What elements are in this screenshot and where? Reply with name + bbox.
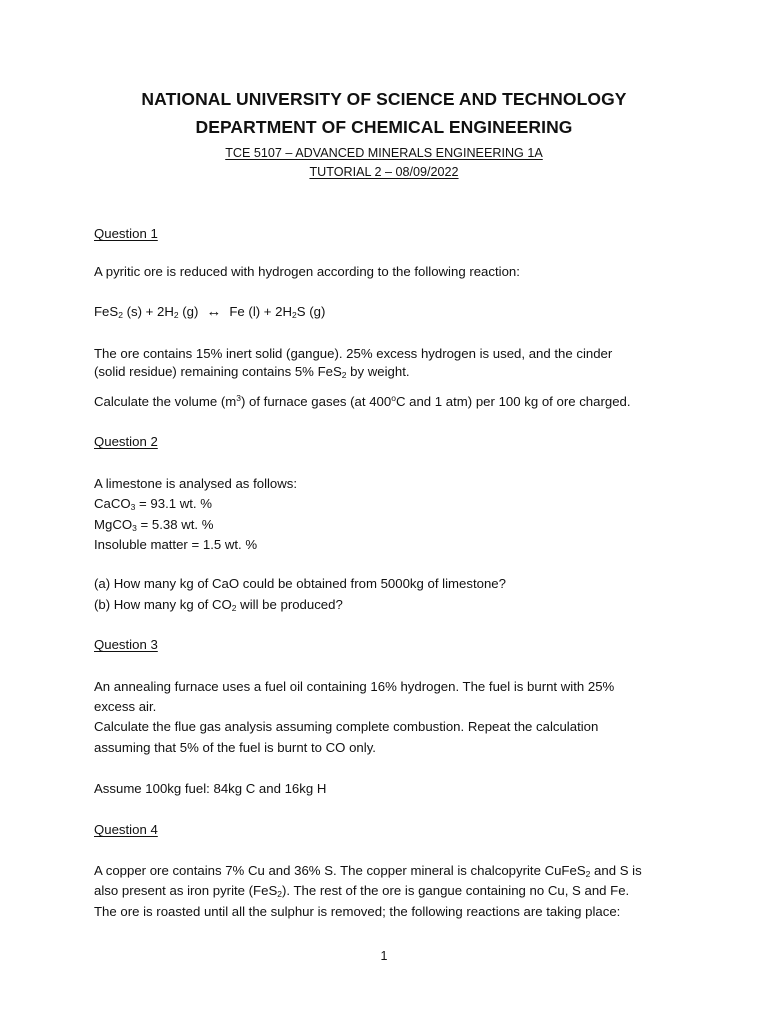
question-2-heading: Question 2	[94, 434, 158, 449]
course-title: TCE 5107 – ADVANCED MINERALS ENGINEERING 1A	[225, 146, 543, 160]
question-4-line-1: A copper ore contains 7% Cu and 36% S. The copper mineral is chalcopyrite CuFeS$_2$ and S is	[94, 863, 642, 879]
question-3-heading: Question 3	[94, 637, 158, 652]
question-3-line-1: An annealing furnace uses a fuel oil containing 16% hydrogen. The fuel is burnt with 25%	[94, 679, 615, 694]
question-2-mgco3: MgCO$_3$ = 5.38 wt. %	[94, 517, 214, 533]
question-1-ore-line-1: The ore contains 15% inert solid (gangue). 25% excess hydrogen is used, and the cinder	[94, 346, 613, 361]
question-1-heading: Question 1	[94, 226, 158, 241]
question-3-assumption: Assume 100kg fuel: 84kg C and 16kg H	[94, 781, 327, 796]
question-1-intro: A pyritic ore is reduced with hydrogen according to the following reaction:	[94, 264, 520, 279]
reversible-arrow-icon: ↔	[206, 303, 222, 320]
question-1-ore-line-2: (solid residue) remaining contains 5% FeS$_2$ by weight.	[94, 364, 410, 380]
question-1-calculate: Calculate the volume $(m^3)$ of furnace gases (at 400$^o$C and 1 atm) per 100 kg of ore charged.	[94, 393, 631, 409]
question-3-line-3: Calculate the flue gas analysis assuming complete combustion. Repeat the calculation	[94, 719, 599, 734]
university-title: NATIONAL UNIVERSITY OF SCIENCE AND TECHNOLOGY	[141, 89, 627, 109]
question-2-part-b: (b) How many kg of $CO_2$ will be produced?	[94, 597, 343, 613]
question-1-reaction: FeS$_2$ $(s) + 2H_2$ (g) ↔ Fe $(l) + 2H_2S$ (g)	[94, 303, 326, 320]
question-2-insoluble: Insoluble matter = 1.5 wt. %	[94, 537, 258, 552]
page-number: 1	[380, 949, 388, 963]
department-title: DEPARTMENT OF CHEMICAL ENGINEERING	[195, 117, 573, 137]
question-4-line-3: The ore is roasted until all the sulphur is removed; the following reactions are taking place:	[94, 904, 621, 919]
question-3-line-2: excess air.	[94, 699, 157, 714]
question-4-line-2: also present as iron pyrite (FeS$_2$). The rest of the ore is gangue containing no Cu, S and Fe.	[94, 883, 630, 899]
question-3-line-4: assuming that 5% of the fuel is burnt to CO only.	[94, 740, 376, 755]
tutorial-title: TUTORIAL 2 – 08/09/2022	[309, 165, 459, 179]
question-4-heading: Question 4	[94, 822, 158, 837]
question-2-caco3: CaCO$_3$ = 93.1 wt. %	[94, 496, 212, 512]
question-2-intro: A limestone is analysed as follows:	[94, 476, 298, 491]
question-2-part-a: (a) How many kg of CaO could be obtained from 5000kg of limestone?	[94, 576, 506, 591]
